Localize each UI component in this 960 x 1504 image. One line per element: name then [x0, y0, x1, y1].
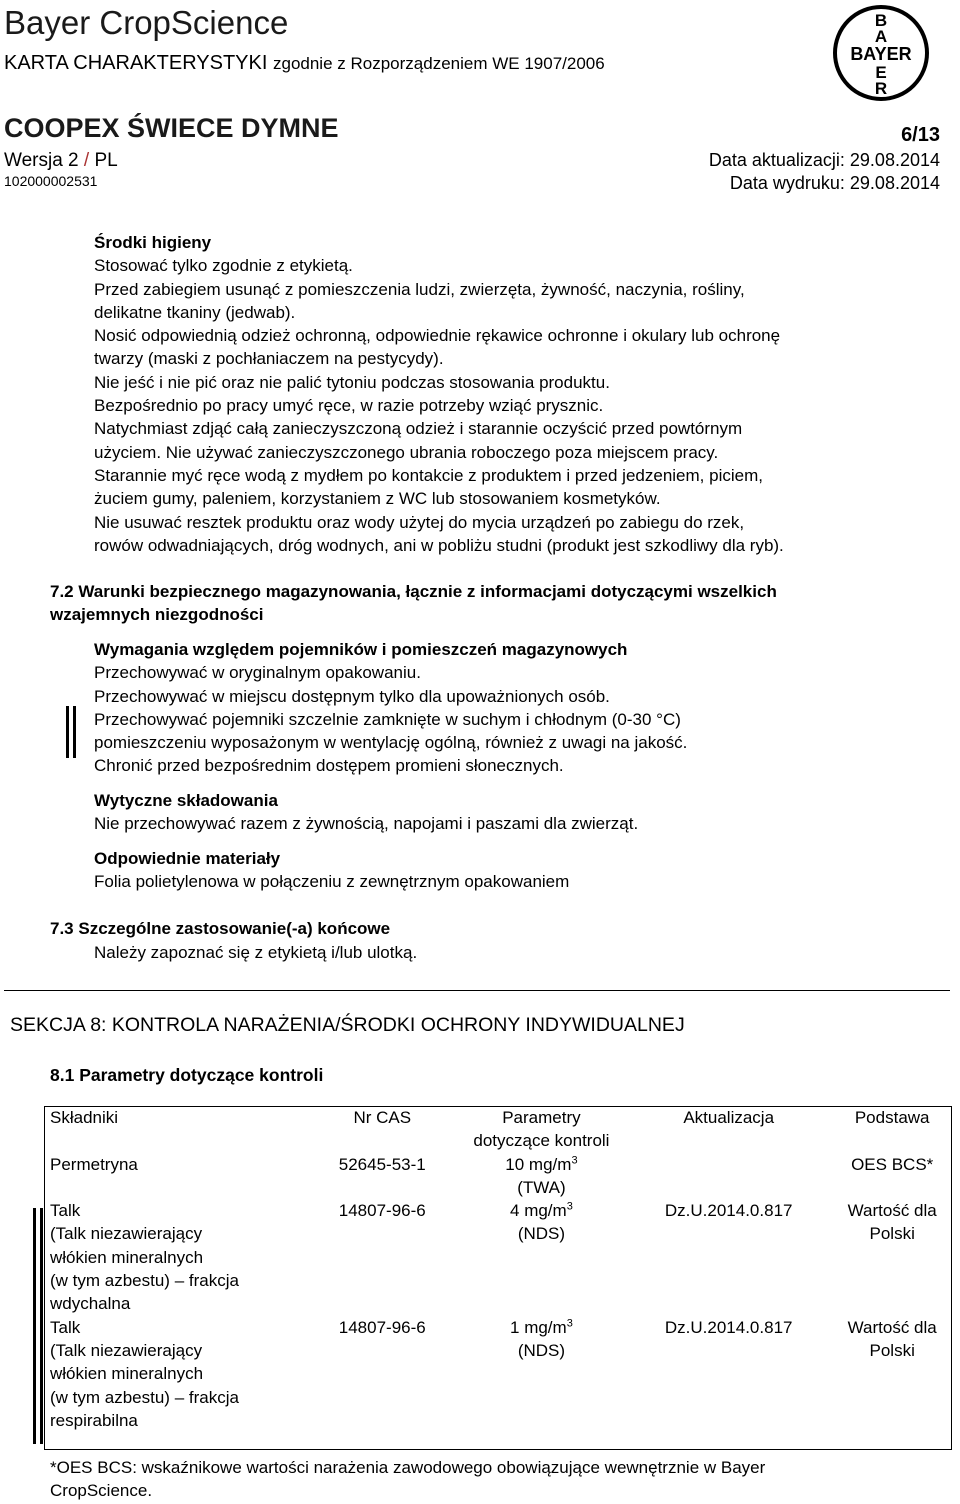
hygiene-line: Nie usuwać resztek produktu oraz wody użytej do mycia urządzeń po zabiegu do rzek, [94, 512, 745, 532]
storage-requirement-line: Chronić przed bezpośrednim dostępem promieni słonecznych. [94, 756, 564, 776]
document-code: 102000002531 [4, 173, 98, 189]
component-line: (w tym azbestu) – frakcja [50, 1271, 239, 1291]
hygiene-title: Środki higieny [94, 233, 212, 252]
parameter-cell [452, 1316, 625, 1432]
basis-cell [826, 1316, 952, 1432]
hygiene-line: Bezpośrednio po pracy umyć ręce, w razie potrzeby wziąć prysznic. [94, 396, 604, 416]
update-date: Data aktualizacji: 29.08.2014 [708, 150, 940, 170]
company-name: Bayer CropScience [4, 4, 289, 41]
component-line: (Talk niezawierający [50, 1340, 203, 1360]
hygiene-line: Nosić odpowiednią odzież ochronną, odpowiednie rękawice ochronne i okulary lub ochronę [94, 326, 781, 346]
component-line: Talk [50, 1317, 81, 1337]
header-cell: Aktualizacja [683, 1108, 775, 1127]
component-line: Permetryna [50, 1154, 138, 1174]
footnote [50, 1456, 930, 1503]
hygiene-line: delikatne tkaniny (jedwab). [94, 302, 296, 322]
storage-guidelines-title: Wytyczne składowania [94, 791, 278, 810]
parameter-unit-exponent: 3 [571, 1153, 578, 1166]
hygiene-line: Nie jeść i nie pić oraz nie palić tytoniu podczas stosowania produktu. [94, 372, 610, 392]
header-cell: Składniki [50, 1108, 119, 1127]
parameter-cell [452, 1199, 625, 1315]
parameter-value: 10 mg/m [505, 1154, 572, 1174]
version-info [4, 150, 118, 172]
update-cell: Dz.U.2014.0.817 [664, 1317, 793, 1337]
cas-cell: 52645-53-1 [338, 1154, 426, 1174]
footnote-line: CropScience. [50, 1481, 153, 1501]
cas-cell: 14807-96-6 [338, 1317, 426, 1337]
hygiene-line: rowów odwadniających, dróg wodnych, ani w pobliżu studni (produkt jest szkodliwy dla ryb). [94, 535, 784, 555]
product-name: COOPEX ŚWIECE DYMNE [4, 113, 339, 143]
storage-guidelines [94, 789, 638, 836]
component-line: respirabilna [50, 1410, 138, 1430]
bayer-logo [832, 4, 930, 102]
basis-line: Polski [869, 1340, 915, 1360]
section-7-2-title-line: 7.2 Warunki bezpiecznego magazynowania, łącznie z informacjami dotyczącymi wszelkich [50, 582, 777, 601]
logo-letter-a: A [874, 27, 888, 46]
basis-cell [826, 1199, 952, 1315]
component-line: wdychalna [50, 1294, 131, 1314]
parameter-unit-exponent: 3 [566, 1317, 573, 1330]
print-date: Data wydruku: 29.08.2014 [729, 173, 940, 193]
section-divider [4, 990, 950, 991]
basis-line: Wartość dla [847, 1317, 937, 1337]
hygiene-line: Stosować tylko zgodnie z etykietą. [94, 256, 353, 276]
logo-letter-e: E [875, 63, 887, 82]
component-cell [44, 1316, 307, 1432]
hygiene-line: użyciem. Nie używać zanieczyszczonego ubrania roboczego poza miejscem pracy. [94, 442, 719, 462]
table-row [44, 1153, 952, 1200]
suitable-materials [94, 847, 569, 894]
component-cell [44, 1153, 307, 1200]
basis-line: OES BCS* [851, 1154, 934, 1174]
language-label: PL [94, 150, 118, 171]
parameter-cell [452, 1153, 625, 1200]
section-7-3-line: Należy zapoznać się z etykietą i/lub ulotką. [94, 943, 418, 962]
document-type [4, 52, 605, 75]
basis-line: Polski [869, 1224, 915, 1244]
parameter-type: (TWA) [517, 1177, 566, 1197]
table-row [44, 1316, 952, 1432]
update-cell [625, 1153, 826, 1200]
component-line: (w tym azbestu) – frakcja [50, 1387, 239, 1407]
header-cell: Nr CAS [353, 1108, 412, 1127]
section-8-1-title: 8.1 Parametry dotyczące kontroli [50, 1065, 324, 1085]
hygiene-line: twarzy (maski z pochłaniaczem na pestycydy). [94, 349, 444, 369]
doc-type-label: KARTA CHARAKTERYSTYKI [4, 52, 268, 74]
hygiene-line: Przed zabiegiem usunąć z pomieszczenia ludzi, zwierzęta, żywność, naczynia, rośliny, [94, 279, 745, 299]
change-bar [40, 1208, 43, 1444]
hygiene-line: Natychmiast zdjąć całą zanieczyszczoną odzież i starannie oczyścić przed powtórnym [94, 419, 743, 439]
hygiene-line: żuciem gumy, paleniem, korzystaniem z WC lub stosowaniem kosmetyków. [94, 489, 661, 509]
component-cell [44, 1199, 307, 1315]
header-cell-line: Parametry [502, 1108, 581, 1127]
logo-word: BAYER [850, 44, 912, 64]
table-row [44, 1199, 952, 1315]
storage-requirement-line: Przechowywać w oryginalnym opakowaniu. [94, 663, 421, 683]
parameter-type: (NDS) [517, 1340, 566, 1360]
logo-letter-b: B [874, 11, 888, 30]
control-parameters-table [44, 1106, 952, 1432]
version-separator: / [83, 150, 90, 171]
parameter-value: 1 mg/m [510, 1317, 567, 1337]
suitable-materials-title: Odpowiednie materiały [94, 849, 281, 868]
logo-letter-r: R [874, 79, 888, 98]
basis-line: Wartość dla [847, 1201, 937, 1221]
change-bar [73, 706, 76, 758]
version-label: Wersja 2 [4, 150, 79, 171]
change-bar [66, 706, 69, 758]
component-line: włókien mineralnych [50, 1247, 204, 1267]
section-7-2-title-line: wzajemnych niezgodności [50, 605, 264, 625]
change-bar [33, 1208, 36, 1444]
hygiene-section [94, 231, 784, 557]
parameter-unit-exponent: 3 [566, 1200, 573, 1213]
section-7-2-title [50, 580, 777, 627]
basis-cell [826, 1153, 952, 1200]
parameter-type: (NDS) [517, 1224, 566, 1244]
storage-guidelines-line: Nie przechowywać razem z żywnością, napojami i paszami dla zwierząt. [94, 814, 639, 834]
component-line: włókien mineralnych [50, 1364, 204, 1384]
cas-cell: 14807-96-6 [338, 1201, 426, 1221]
storage-requirements-title: Wymagania względem pojemników i pomieszczeń magazynowych [94, 640, 628, 659]
storage-requirements [94, 638, 687, 778]
section-7-3-title: 7.3 Szczególne zastosowanie(-a) końcowe [50, 919, 391, 938]
suitable-materials-line: Folia polietylenowa w połączeniu z zewnętrznym opakowaniem [94, 872, 570, 892]
component-line: Talk [50, 1201, 81, 1221]
component-line: (Talk niezawierający [50, 1224, 203, 1244]
header-cell: Podstawa [854, 1108, 930, 1127]
footnote-line: *OES BCS: wskaźnikowe wartości narażenia zawodowego obowiązujące wewnętrznie w Bayer [50, 1458, 766, 1477]
storage-requirement-line: Przechowywać pojemniki szczelnie zamknięte w suchym i chłodnym (0-30 °C) [94, 709, 681, 729]
parameter-value: 4 mg/m [510, 1201, 567, 1221]
regulation-label: zgodnie z Rozporządzeniem WE 1907/2006 [272, 54, 605, 73]
section-8-title: SEKCJA 8: KONTROLA NARAŻENIA/ŚRODKI OCHRONY INDYWIDUALNEJ [10, 1014, 685, 1036]
update-cell: Dz.U.2014.0.817 [664, 1201, 793, 1221]
header-cell-line: dotyczące kontroli [473, 1131, 610, 1151]
hygiene-line: Starannie myć ręce wodą z mydłem po kontakcie z produktem i przed jedzeniem, piciem, [94, 465, 763, 485]
storage-requirement-line: Przechowywać w miejscu dostępnym tylko dla upoważnionych osób. [94, 686, 610, 706]
table-header-row [44, 1106, 952, 1153]
header-cell [452, 1106, 625, 1153]
page-number: 6/13 [901, 124, 940, 146]
storage-requirement-line: pomieszczeniu wyposażonym w wentylację ogólną, również z uwagi na jakość. [94, 733, 688, 753]
